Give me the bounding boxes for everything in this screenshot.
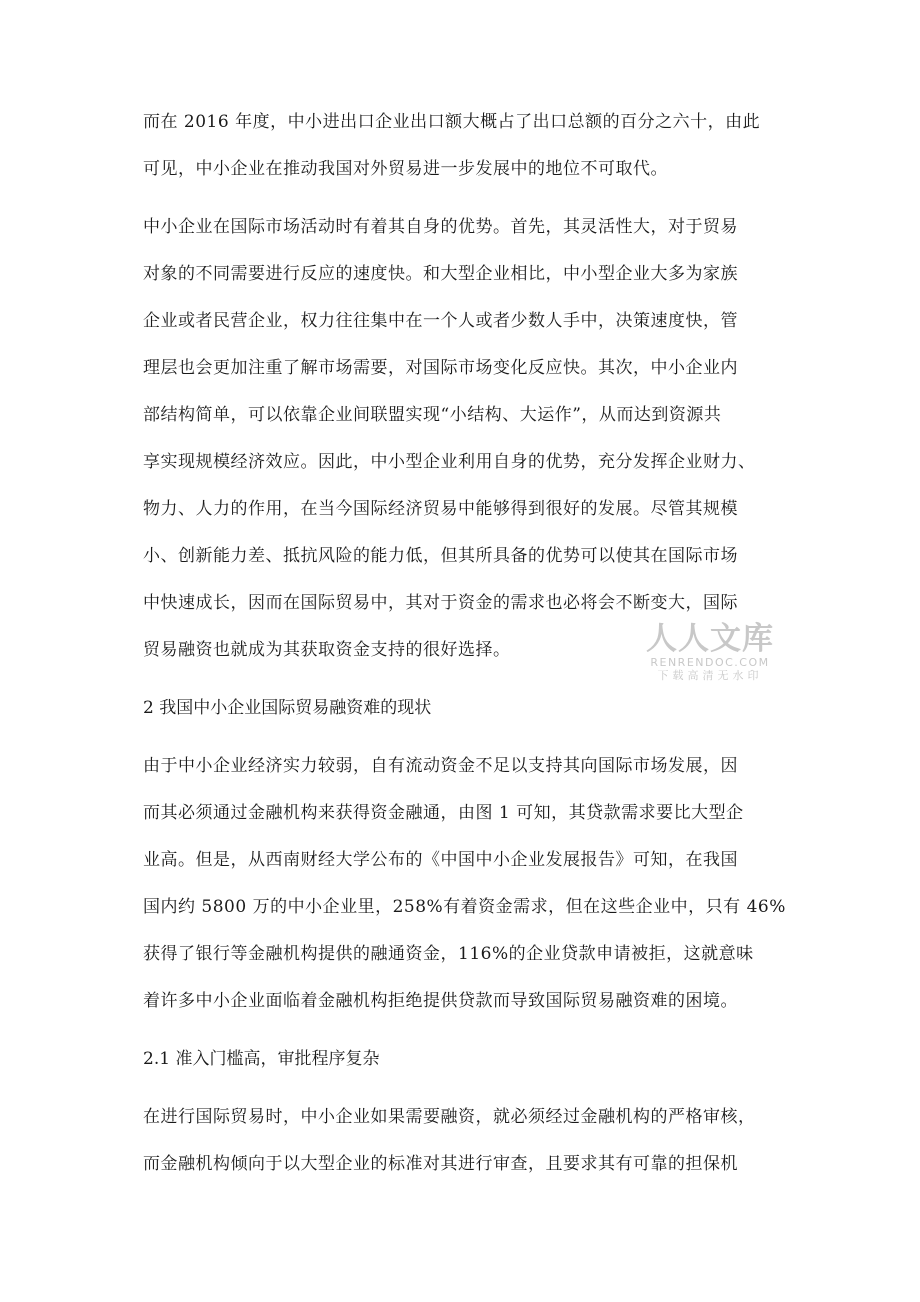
watermark-subtitle: 下载高清无水印 <box>657 669 763 682</box>
paragraph-2-line-10: 贸易融资也就成为其获取资金支持的很好选择。 <box>143 640 511 660</box>
watermark-logo <box>640 622 780 686</box>
paragraph-2-line-5: 部结构简单，可以依靠企业间联盟实现“小结构、大运作”，从而达到资源共 <box>143 405 722 425</box>
paragraph-1-line-2: 可见，中小企业在推动我国对外贸易进一步发展中的地位不可取代。 <box>143 159 668 179</box>
section-paragraph-line-4: 国内约 5800 万的中小企业里，258%有着资金需求，但在这些企业中，只有 46% <box>143 897 786 917</box>
watermark-title: 人人文库 <box>646 621 774 657</box>
paragraph-2-line-1: 中小企业在国际市场活动时有着其自身的优势。首先，其灵活性大，对于贸易 <box>143 217 738 237</box>
paragraph-2-line-9: 中快速成长，因而在国际贸易中，其对于资金的需求也必将会不断变大，国际 <box>143 593 738 613</box>
watermark-url: RENRENDOC.COM <box>650 656 770 669</box>
section-heading: 2 我国中小企业国际贸易融资难的现状 <box>143 698 432 718</box>
section-paragraph-line-2: 而其必须通过金融机构来获得资金融通，由图 1 可知，其贷款需求要比大型企 <box>143 803 744 823</box>
section-paragraph-line-3: 业高。但是，从西南财经大学公布的《中国中小企业发展报告》可知，在我国 <box>143 850 738 870</box>
section-paragraph-line-5: 获得了银行等金融机构提供的融通资金，116%的企业贷款申请被拒，这就意味 <box>143 944 754 964</box>
paragraph-1-line-1: 而在 2016 年度，中小进出口企业出口额大概占了出口总额的百分之六十，由此 <box>143 112 761 132</box>
paragraph-2-line-2: 对象的不同需要进行反应的速度快。和大型企业相比，中小型企业大多为家族 <box>143 264 738 284</box>
section-paragraph-line-6: 着许多中小企业面临着金融机构拒绝提供贷款而导致国际贸易融资难的困境。 <box>143 991 738 1011</box>
paragraph-2-line-7: 物力、人力的作用，在当今国际经济贸易中能够得到很好的发展。尽管其规模 <box>143 499 738 519</box>
paragraph-2-line-3: 企业或者民营企业，权力往往集中在一个人或者少数人手中，决策速度快，管 <box>143 311 738 331</box>
paragraph-2-line-6: 享实现规模经济效应。因此，中小型企业利用自身的优势，充分发挥企业财力、 <box>143 452 756 472</box>
paragraph-2-line-4: 理层也会更加注重了解市场需要，对国际市场变化反应快。其次，中小企业内 <box>143 358 738 378</box>
paragraph-2-line-8: 小、创新能力差、抵抗风险的能力低，但其所具备的优势可以使其在国际市场 <box>143 546 738 566</box>
section-paragraph-line-1: 由于中小企业经济实力较弱，自有流动资金不足以支持其向国际市场发展，因 <box>143 756 738 776</box>
subsection-paragraph-line-2: 而金融机构倾向于以大型企业的标准对其进行审查，且要求其有可靠的担保机 <box>143 1154 738 1174</box>
subsection-paragraph-line-1: 在进行国际贸易时，中小企业如果需要融资，就必须经过金融机构的严格审核， <box>143 1107 756 1127</box>
subsection-heading: 2.1 准入门槛高，审批程序复杂 <box>143 1049 380 1069</box>
